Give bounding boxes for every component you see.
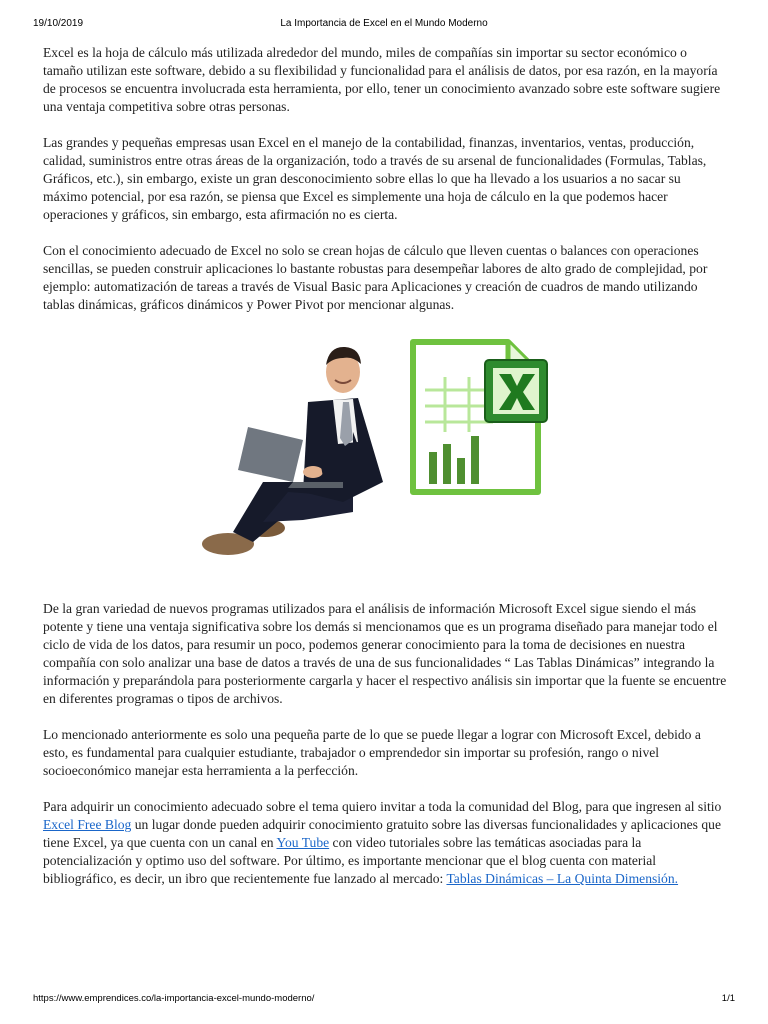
youtube-link[interactable]: You Tube [276,835,330,850]
paragraph-6 [43,798,727,888]
article-body [43,44,727,906]
excel-free-blog-link[interactable]: Excel Free Blog [43,817,132,832]
paragraph-6-text-2: un lugar donde pueden adquirir conocimiento gratuito sobre las diversas funcionalidades y aplicaciones que tiene Excel, ya que cuenta con un canal en [43,817,721,850]
book-link[interactable]: Tablas Dinámicas – La Quinta Dimensión. [446,871,679,886]
page-number: 1/1 [721,993,735,1004]
paragraph-6-text-1: Para adquirir un conocimiento adecuado sobre el tema quiero invitar a toda la comunidad del Blog, para que ingresen al sitio [43,799,722,814]
paragraph-2: Las grandes y pequeñas empresas usan Excel en el manejo de la contabilidad, finanzas, inventarios, ventas, producción, calidad, suministros entre otras áreas de la organización, todo a través de su arsenal de funcionalidades (Formulas, Tablas, Gráficos, etc.), sin embargo, existe un gran desconocimiento sobre ellas lo que ha llevado a los usuarios a no sacar su máximo potencial, por esa razón, se piensa que Excel es simplemente una hoja de cálculo en la que podemos hacer operaciones y gráficos, sin embargo, esta afirmación no es cierta. [43,135,707,222]
page-url: https://www.emprendices.co/la-importancia-excel-mundo-moderno/ [33,993,315,1004]
paragraph-5: Lo mencionado anteriormente es solo una pequeña parte de lo que se puede llegar a lograr con Microsoft Excel, debido a esto, es fundamental para cualquier estudiante, trabajador o emprendedor sin importar su profesión, rango o nivel socioeconómico manejar esta herramienta a la perfección. [43,727,701,778]
paragraph-1: Excel es la hoja de cálculo más utilizada alrededor del mundo, miles de compañías sin importar su sector económico o tamaño utilizan este software, debido a su flexibilidad y funcionalidad para el análisis de datos, por esa razón, en la mayoría de procesos se encuentra involucrada esta herramienta, por ello, tener un conocimiento avanzado sobre este software sugiere una ventaja competitiva sobre otras personas. [43,45,721,114]
page-header [0,18,768,32]
article-illustration [43,332,727,582]
paragraph-4: De la gran variedad de nuevos programas utilizados para el análisis de información Microsoft Excel sigue siendo el más potente y tiene una ventaja significativa sobre los demás si mencionamos que es un programa diseñado para manejar todo el ciclo de vida de los datos, para resumir un poco, podemos generar conocimiento para la toma de decisiones en nuestra compañía con solo analizar una base de datos a través de una de sus funcionalidades “ Las Tablas Dinámicas” integrando la información y preparándola para posteriormente cargarla y hacer el respectivo análisis sin importar que la fuente se encuentre en diferentes programas o tipos de archivos. [43,601,727,706]
paragraph-3: Con el conocimiento adecuado de Excel no solo se crean hojas de cálculo que lleven cuentas o balances con operaciones sencillas, se pueden construir aplicaciones lo bastante robustas para desempeñar labores de alto grado de complejidad, por ejemplo: automatización de tareas a través de Visual Basic para Aplicaciones y creación de cuadros de mando utilizando tablas dinámicas, gráficos dinámicos y Power Pivot por mencionar algunas. [43,243,708,312]
businessman-figure [202,347,383,555]
paragraph-6-text-3: con video tutoriales sobre las temáticas asociadas para la potencialización y optimo uso del software. Por último, es importante mencionar que el blog cuenta con material bibliográfico, es decir, un ibro que recientemente fue lanzado al mercado: [43,835,657,886]
page-footer [0,993,768,1007]
excel-file-icon [413,342,547,492]
print-date: 19/10/2019 [33,18,84,29]
page-title: La Importancia de Excel en el Mundo Moderno [280,18,488,29]
illustration-graphic [193,332,593,562]
